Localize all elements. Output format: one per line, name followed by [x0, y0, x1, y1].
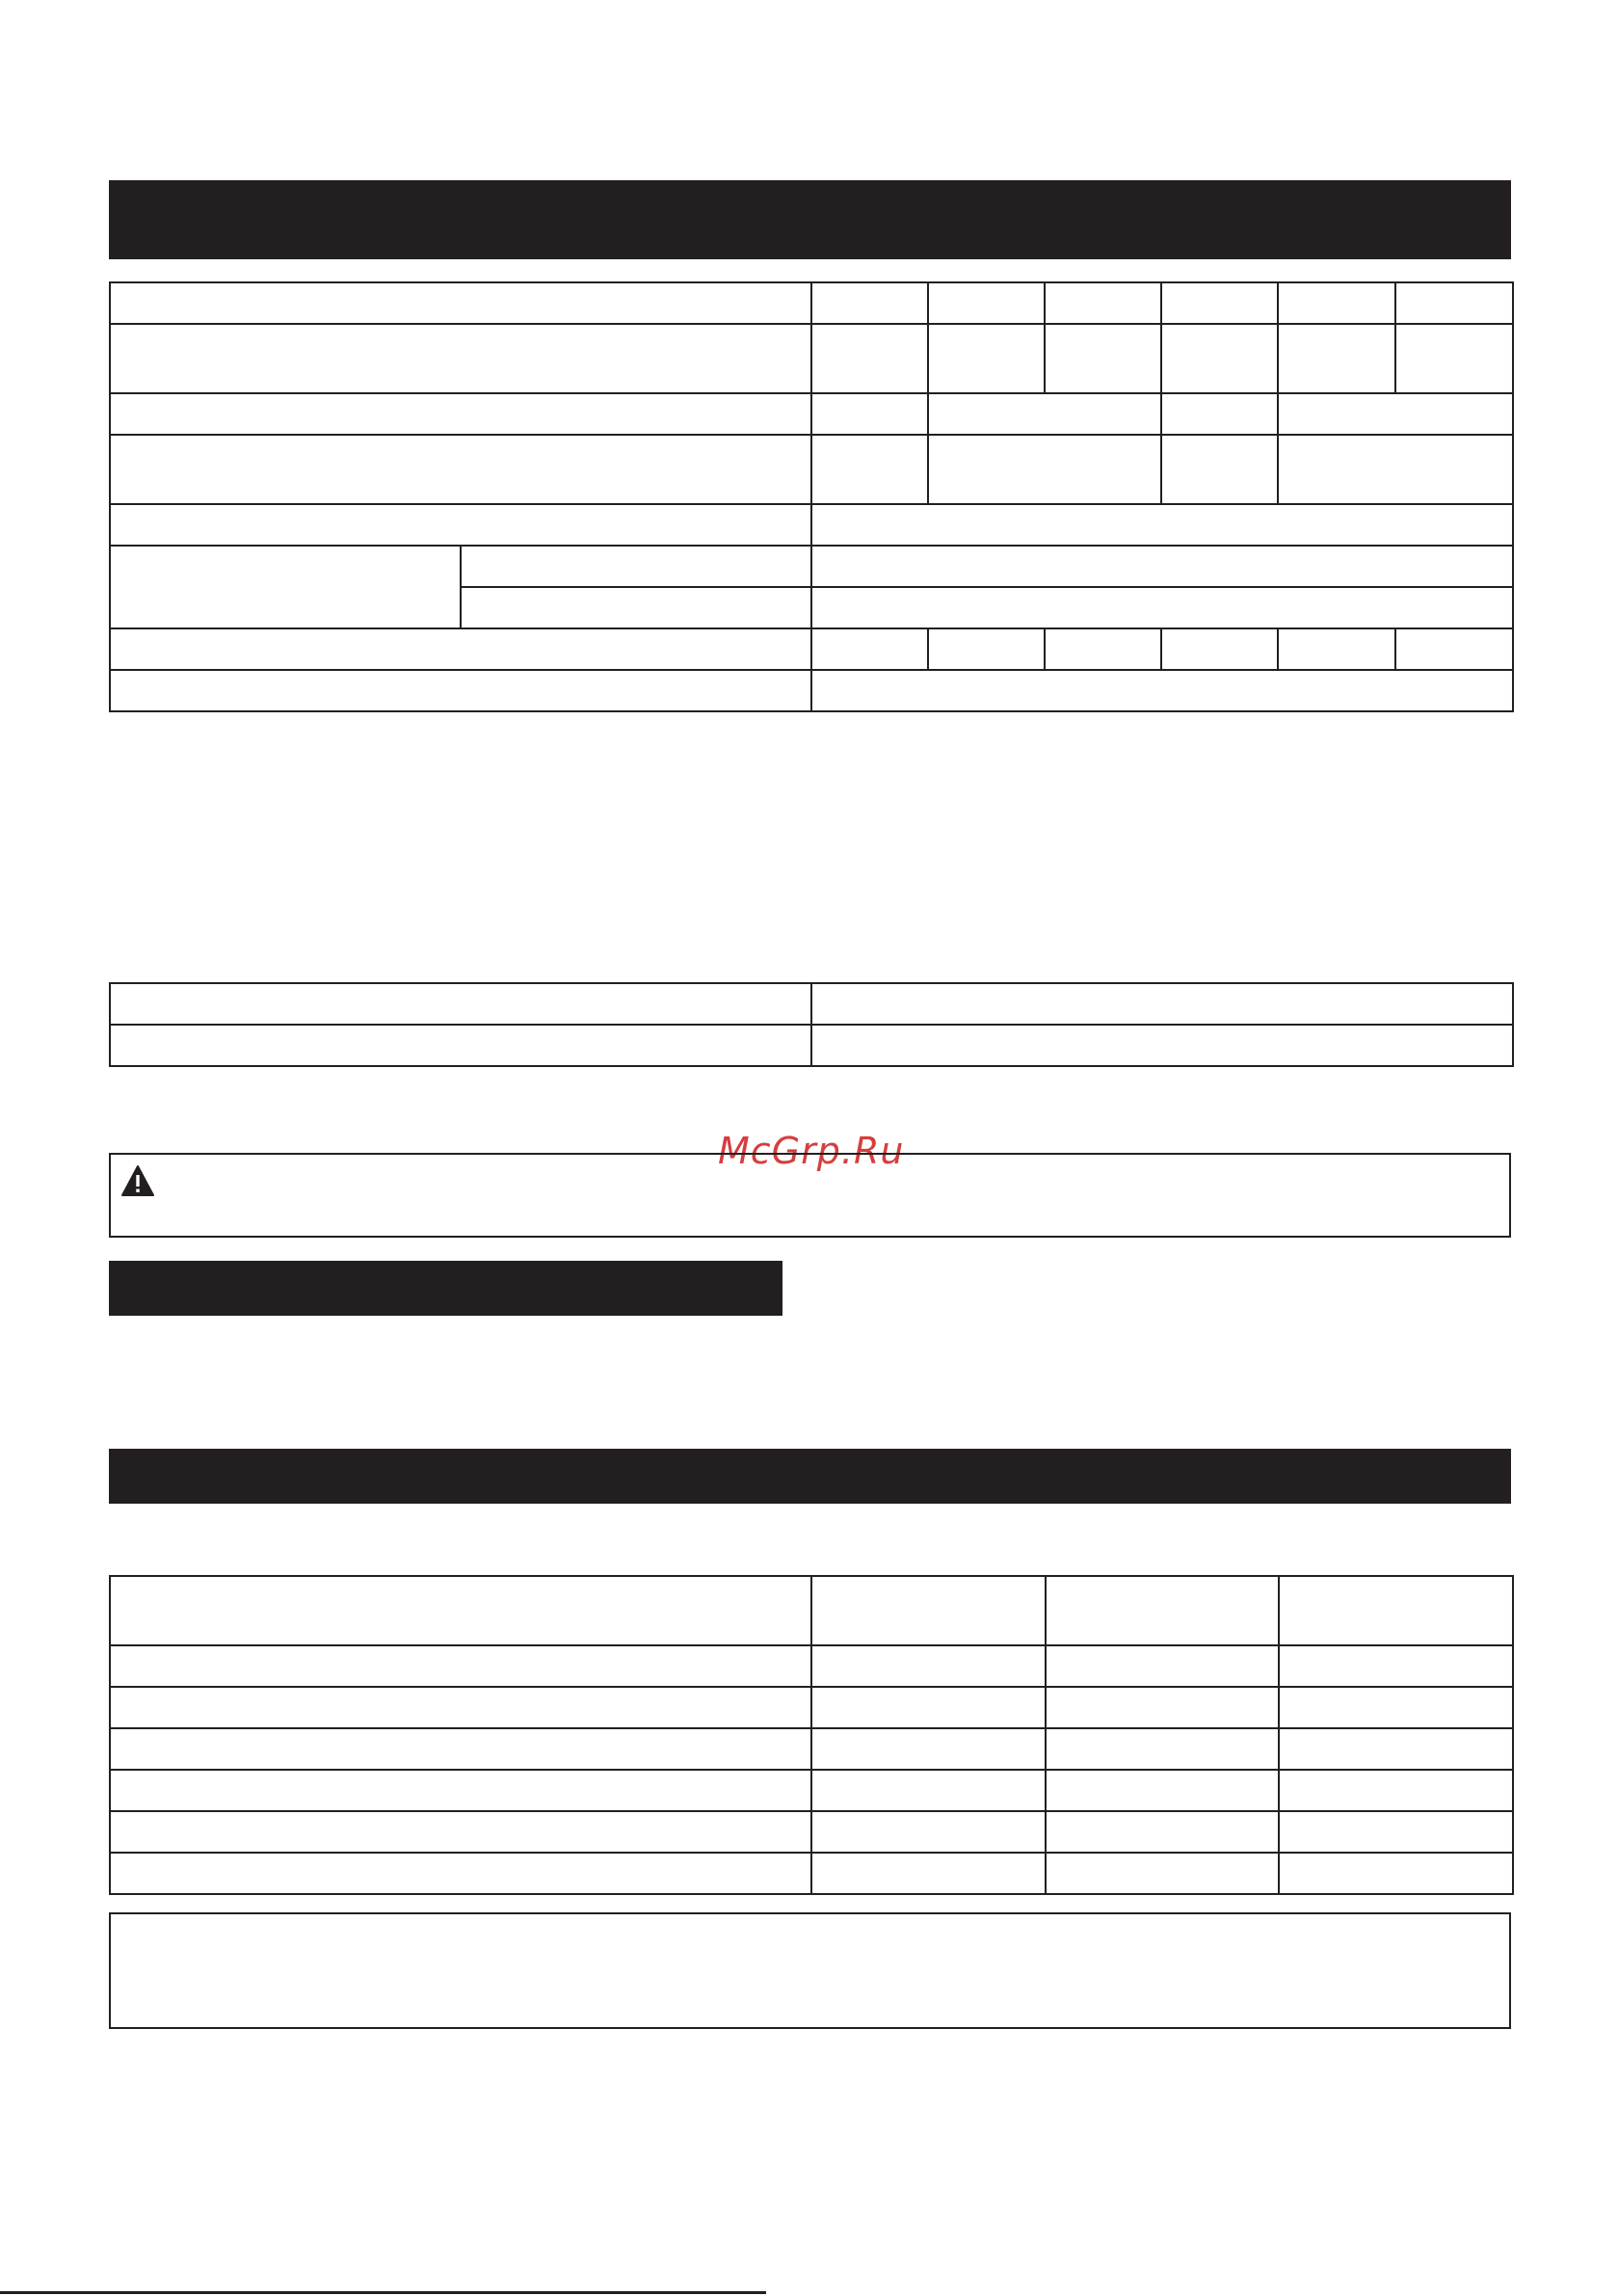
table-row [110, 435, 1513, 504]
table-cell [811, 1770, 1046, 1811]
table-cell [1278, 393, 1513, 435]
table-cell [1046, 1728, 1279, 1770]
table-cell [928, 282, 1045, 324]
table-cell [110, 435, 811, 504]
table-cell [1161, 282, 1278, 324]
table-cell [1046, 1645, 1279, 1687]
table-cell [110, 670, 811, 711]
table-row [110, 393, 1513, 435]
table-cell [1161, 393, 1278, 435]
table-cell [811, 324, 928, 393]
table-cell [811, 670, 1513, 711]
accessories-table [109, 1575, 1514, 1895]
table-cell [1279, 1576, 1513, 1645]
watermark-text: McGrp.Ru [718, 1130, 905, 1172]
table-cell [1046, 1687, 1279, 1728]
table-row [110, 670, 1513, 711]
table-row [110, 1576, 1513, 1645]
table-cell [811, 1853, 1046, 1894]
noise-table [109, 982, 1514, 1067]
table-row [110, 1728, 1513, 1770]
table-cell [110, 393, 811, 435]
table-row [110, 1645, 1513, 1687]
table-cell [1279, 1687, 1513, 1728]
table-cell [110, 504, 811, 546]
table-cell [811, 1645, 1046, 1687]
table-cell [1278, 324, 1395, 393]
table-cell [1279, 1811, 1513, 1853]
warning-triangle-icon [120, 1164, 155, 1197]
table-row [110, 282, 1513, 324]
warning-box [109, 1153, 1511, 1238]
table-cell [811, 1728, 1046, 1770]
table-row [110, 1025, 1513, 1066]
table-cell [811, 983, 1513, 1025]
table-cell [110, 1576, 811, 1645]
table-cell [811, 1687, 1046, 1728]
specifications-table [109, 281, 1514, 712]
table-cell [1279, 1645, 1513, 1687]
note-box [109, 1912, 1511, 2029]
table-cell [1045, 324, 1161, 393]
section-heading-bar [109, 1261, 782, 1316]
table-cell [110, 546, 461, 628]
table-cell [811, 1576, 1046, 1645]
table-cell [110, 324, 811, 393]
table-cell [928, 324, 1045, 393]
table-cell [1278, 282, 1395, 324]
table-cell [461, 587, 811, 628]
table-cell [1046, 1853, 1279, 1894]
table-cell [1045, 628, 1161, 670]
table-cell [1279, 1728, 1513, 1770]
table-row [110, 1853, 1513, 1894]
table-row [110, 1687, 1513, 1728]
section-heading-bar-wide [109, 1449, 1511, 1504]
table-cell [928, 393, 1161, 435]
table-cell [1278, 628, 1395, 670]
table-cell [110, 983, 811, 1025]
table-cell [110, 1811, 811, 1853]
table-row [110, 628, 1513, 670]
table-cell [1046, 1770, 1279, 1811]
table-cell [811, 393, 928, 435]
table-cell [811, 628, 928, 670]
specifications-heading-bar [109, 180, 1511, 259]
table-cell [110, 1645, 811, 1687]
table-cell [1045, 282, 1161, 324]
table-cell [811, 435, 928, 504]
table-cell [110, 1853, 811, 1894]
table-cell [110, 628, 811, 670]
table-cell [1395, 324, 1513, 393]
table-cell [1395, 628, 1513, 670]
table-cell [811, 546, 1513, 587]
table-cell [1279, 1853, 1513, 1894]
table-cell [811, 282, 928, 324]
table-cell [1161, 324, 1278, 393]
table-cell [811, 587, 1513, 628]
table-cell [1161, 435, 1278, 504]
table-row [110, 504, 1513, 546]
table-cell [811, 504, 1513, 546]
table-cell [1046, 1576, 1279, 1645]
table-cell [928, 628, 1045, 670]
footer-page-mark [798, 2284, 831, 2294]
table-cell [811, 1811, 1046, 1853]
table-cell [110, 282, 811, 324]
table-cell [1046, 1811, 1279, 1853]
table-row [110, 546, 1513, 587]
table-cell [110, 1770, 811, 1811]
table-cell [110, 1687, 811, 1728]
table-cell [928, 435, 1161, 504]
table-cell [1278, 435, 1513, 504]
table-row [110, 324, 1513, 393]
footer-rule [0, 2291, 766, 2294]
table-cell [461, 546, 811, 587]
table-cell [1395, 282, 1513, 324]
table-cell [1161, 628, 1278, 670]
table-cell [110, 1728, 811, 1770]
table-row [110, 1770, 1513, 1811]
table-cell [110, 1025, 811, 1066]
table-row [110, 1811, 1513, 1853]
table-cell [1279, 1770, 1513, 1811]
table-cell [811, 1025, 1513, 1066]
table-row [110, 983, 1513, 1025]
